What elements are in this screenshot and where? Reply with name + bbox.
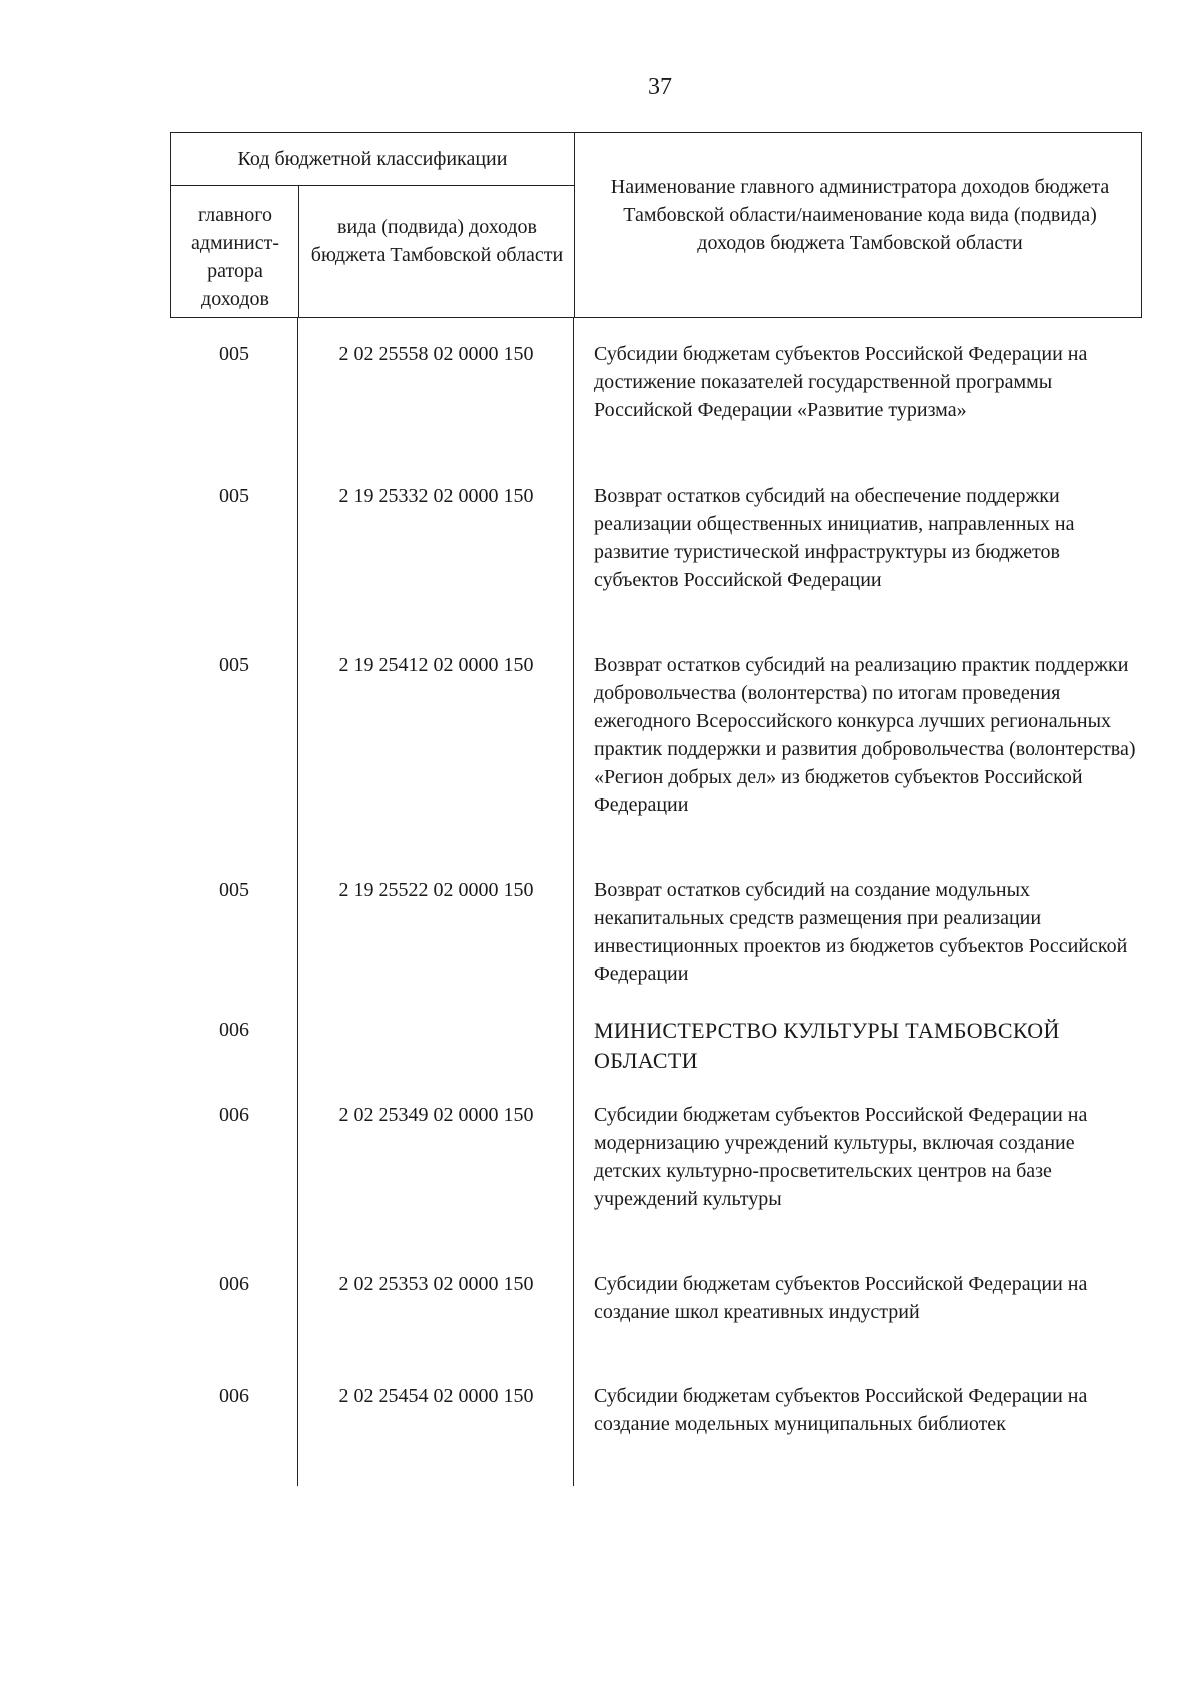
header-col-name: Наименование главного администратора доходов бюджета Тамбовской области/наименование кода вида (подвида) доходов бюджета Тамбовской области — [610, 176, 1110, 254]
row-income-code: 2 02 25349 02 0000 150 — [338, 1104, 534, 1126]
row-name: Возврат остатков субсидий на реализацию практик поддержки добровольчества (волонтерства) по итогам проведения ежегодного Всероссийского конкурса лучших региональных практик поддержки и развития добровольчества (волонтерства) «Регион добрых дел» из бюджетов субъектов Российской Федерации — [594, 654, 1136, 816]
header-col-admin: главного админист-ратора доходов — [190, 204, 280, 310]
page-number: 37 — [648, 74, 672, 100]
header-col-code: вида (подвида) доходов бюджета Тамбовской области — [310, 216, 564, 266]
row-admin-code: 006 — [219, 1104, 249, 1126]
row-income-code: 2 02 25353 02 0000 150 — [338, 1273, 534, 1295]
row-name: Субсидии бюджетам субъектов Российской Федерации на создание модельных муниципальных библиотек — [594, 1385, 1088, 1435]
row-admin-code: 005 — [219, 654, 249, 676]
row-name: Возврат остатков субсидий на обеспечение поддержки реализации общественных инициатив, направленных на развитие туристической инфраструктуры из бюджетов субъектов Российской Федерации — [594, 485, 1075, 591]
row-name-ministry: МИНИСТЕРСТВО КУЛЬТУРЫ ТАМБОВСКОЙ ОБЛАСТИ — [594, 1018, 1060, 1073]
row-income-code: 2 02 25558 02 0000 150 — [338, 343, 534, 365]
row-admin-code: 005 — [219, 879, 249, 901]
header-divider-admin-code — [298, 185, 299, 317]
row-admin-code: 006 — [219, 1385, 249, 1407]
row-admin-code: 006 — [219, 1019, 249, 1041]
row-name: Возврат остатков субсидий на создание модульных некапитальных средств размещения при реализации инвестиционных проектов из бюджетов субъектов Российской Федерации — [594, 879, 1128, 985]
header-group-divider — [171, 185, 575, 186]
row-name: Субсидии бюджетам субъектов Российской Федерации на достижение показателей государственной программы Российской Федерации «Развитие туризма» — [594, 343, 1088, 421]
row-income-code: 2 19 25412 02 0000 150 — [338, 654, 534, 676]
row-admin-code: 005 — [219, 485, 249, 507]
header-divider-code-name — [574, 133, 575, 317]
row-admin-code: 005 — [219, 343, 249, 365]
row-income-code: 2 02 25454 02 0000 150 — [338, 1385, 534, 1407]
row-admin-code: 006 — [219, 1273, 249, 1295]
row-income-code: 2 19 25522 02 0000 150 — [338, 879, 534, 901]
row-name: Субсидии бюджетам субъектов Российской Федерации на модернизацию учреждений культуры, включая создание детских культурно-просветительских центров на базе учреждений культуры — [594, 1104, 1088, 1210]
row-name: Субсидии бюджетам субъектов Российской Федерации на создание школ креативных индустрий — [594, 1273, 1088, 1323]
table-header — [170, 132, 1142, 318]
row-income-code: 2 19 25332 02 0000 150 — [338, 485, 534, 507]
header-group-title: Код бюджетной классификации — [237, 148, 508, 170]
